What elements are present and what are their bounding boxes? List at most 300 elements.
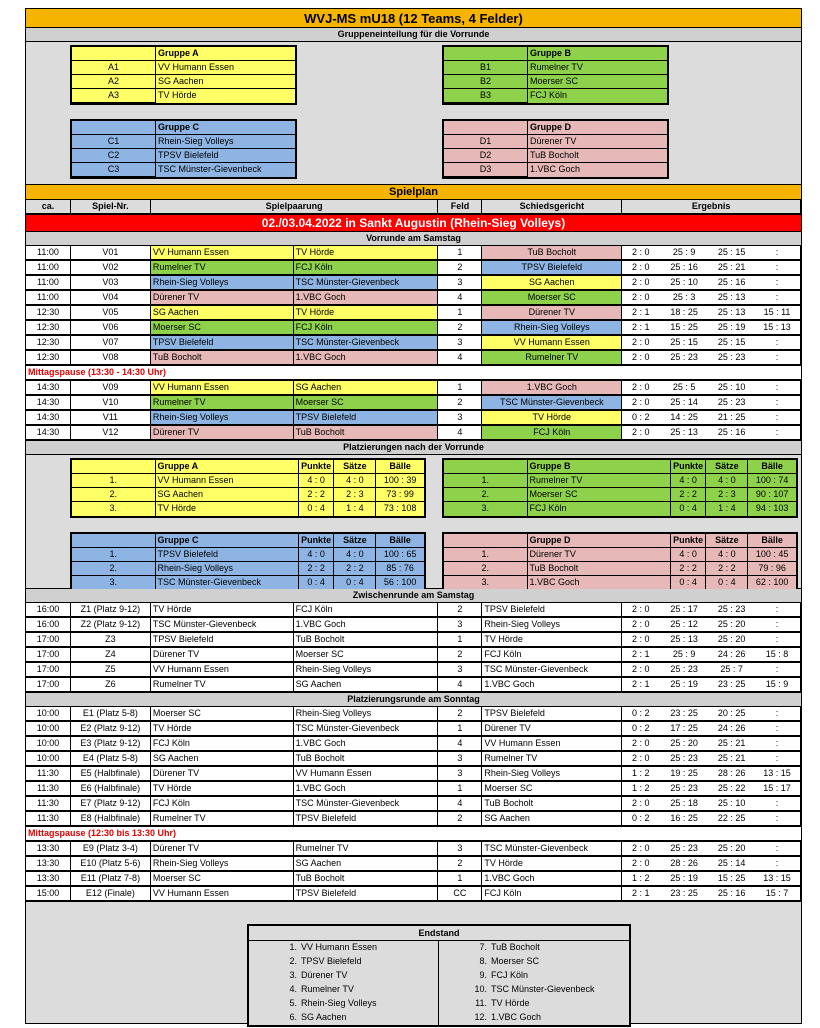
match-result: 2 : 0 bbox=[622, 857, 659, 871]
match-referee: Rumelner TV bbox=[482, 752, 622, 766]
endstand-box bbox=[247, 924, 631, 1027]
match-team-home: Rhein-Sieg Volleys bbox=[151, 411, 294, 425]
column-header-3: Feld bbox=[438, 200, 482, 214]
endstand-rank: 5. bbox=[249, 997, 299, 1011]
match-time: 11:30 bbox=[26, 812, 71, 826]
match-set1: 25 : 16 bbox=[659, 261, 709, 275]
standings-sets: 2 : 3 bbox=[706, 488, 748, 502]
group-seed: D3 bbox=[444, 163, 528, 177]
match-team-home: Rumelner TV bbox=[151, 678, 294, 692]
match-team-home: TV Hörde bbox=[151, 603, 294, 617]
match-number: V02 bbox=[71, 261, 151, 275]
match-referee: FCJ Köln bbox=[482, 648, 622, 662]
match-set3: : bbox=[754, 426, 801, 440]
match-referee: TV Hörde bbox=[482, 857, 622, 871]
match-team-away: TPSV Bielefeld bbox=[294, 812, 439, 826]
match-number: E4 (Platz 5-8) bbox=[71, 752, 151, 766]
match-row bbox=[26, 857, 801, 872]
match-time: 16:00 bbox=[26, 603, 71, 617]
match-referee: Rhein-Sieg Volleys bbox=[482, 618, 622, 632]
match-set1: 25 : 9 bbox=[659, 648, 709, 662]
match-set3: : bbox=[754, 663, 801, 677]
standings-sets: 1 : 4 bbox=[334, 502, 376, 516]
match-row bbox=[26, 351, 801, 366]
match-set1: 25 : 19 bbox=[659, 872, 709, 886]
endstand-team: Rumelner TV bbox=[299, 983, 439, 997]
standings-row bbox=[444, 576, 796, 590]
match-set2: 25 : 19 bbox=[709, 321, 754, 335]
standings-sets: 0 : 4 bbox=[706, 576, 748, 590]
match-team-away: Rhein-Sieg Volleys bbox=[294, 707, 439, 721]
endstand-rank: 12. bbox=[439, 1011, 489, 1025]
match-referee: Moerser SC bbox=[482, 291, 622, 305]
group-name: Gruppe C bbox=[156, 121, 295, 135]
endstand-rank: 3. bbox=[249, 969, 299, 983]
match-referee: TPSV Bielefeld bbox=[482, 603, 622, 617]
match-set2: 25 : 10 bbox=[709, 797, 754, 811]
match-team-home: FCJ Köln bbox=[151, 797, 294, 811]
group-team: TSC Münster-Gievenbeck bbox=[158, 164, 262, 174]
match-referee: Rhein-Sieg Volleys bbox=[482, 321, 622, 335]
match-set3: : bbox=[754, 276, 801, 290]
match-number: Z2 (Platz 9-12) bbox=[71, 618, 151, 632]
group-seed: B3 bbox=[444, 89, 528, 103]
groups-heading: Gruppeneinteilung für die Vorrunde bbox=[26, 28, 801, 42]
endstand-rank: 10. bbox=[439, 983, 489, 997]
pause-row bbox=[26, 827, 801, 842]
endstand-row bbox=[249, 941, 629, 955]
standings-rank: 1. bbox=[444, 474, 528, 488]
match-team-away: TPSV Bielefeld bbox=[294, 411, 439, 425]
group-seed: A1 bbox=[72, 61, 156, 75]
match-row bbox=[26, 737, 801, 752]
group-team: TV Hörde bbox=[158, 90, 197, 100]
standings-table-2 bbox=[70, 532, 426, 592]
match-court: 4 bbox=[438, 351, 482, 365]
match-set3: : bbox=[754, 722, 801, 736]
match-time: 13:30 bbox=[26, 842, 71, 856]
standings-sets: 4 : 0 bbox=[334, 548, 376, 562]
match-number: E10 (Platz 5-6) bbox=[71, 857, 151, 871]
match-set2: 25 : 15 bbox=[709, 336, 754, 350]
match-team-away: TSC Münster-Gievenbeck bbox=[294, 797, 439, 811]
match-result: 2 : 0 bbox=[622, 246, 659, 260]
match-number: V03 bbox=[71, 276, 151, 290]
endstand-team: TV Hörde bbox=[489, 997, 629, 1011]
match-set1: 25 : 13 bbox=[659, 633, 709, 647]
match-court: 4 bbox=[438, 678, 482, 692]
match-team-away: TSC Münster-Gievenbeck bbox=[294, 336, 439, 350]
standings-points: 0 : 4 bbox=[671, 576, 707, 590]
endstand-team: Rhein-Sieg Volleys bbox=[299, 997, 439, 1011]
match-court: 4 bbox=[438, 737, 482, 751]
match-time: 11:00 bbox=[26, 276, 71, 290]
match-set2: 25 : 13 bbox=[709, 291, 754, 305]
match-set1: 23 : 25 bbox=[659, 887, 709, 901]
match-court: 3 bbox=[438, 336, 482, 350]
match-number: V01 bbox=[71, 246, 151, 260]
match-court: 4 bbox=[438, 797, 482, 811]
group-id-spacer bbox=[72, 121, 156, 135]
match-set3: : bbox=[754, 261, 801, 275]
match-set2: 25 : 21 bbox=[709, 752, 754, 766]
match-time: 17:00 bbox=[26, 678, 71, 692]
endstand-team: Moerser SC bbox=[489, 955, 629, 969]
standings-balls: 100 : 39 bbox=[376, 474, 424, 488]
standings-balls: 100 : 45 bbox=[748, 548, 796, 562]
endstand-row bbox=[249, 955, 629, 969]
match-set1: 25 : 9 bbox=[659, 246, 709, 260]
match-row bbox=[26, 321, 801, 336]
match-referee: SG Aachen bbox=[482, 812, 622, 826]
match-team-home: TV Hörde bbox=[151, 782, 294, 796]
match-number: V05 bbox=[71, 306, 151, 320]
match-set3: : bbox=[754, 633, 801, 647]
match-set2: 23 : 25 bbox=[709, 678, 754, 692]
match-set3: : bbox=[754, 752, 801, 766]
endstand-row bbox=[249, 997, 629, 1011]
match-set2: 15 : 25 bbox=[709, 872, 754, 886]
match-team-home: VV Humann Essen bbox=[151, 246, 294, 260]
match-result: 2 : 1 bbox=[622, 648, 659, 662]
schedule-sheet bbox=[25, 8, 802, 1024]
standings-rank: 2. bbox=[444, 488, 528, 502]
match-team-home: Dürener TV bbox=[151, 426, 294, 440]
match-set2: 20 : 25 bbox=[709, 707, 754, 721]
endstand-team: TPSV Bielefeld bbox=[299, 955, 439, 969]
match-set3: 15 : 13 bbox=[754, 321, 801, 335]
standings-rank: 2. bbox=[444, 562, 528, 576]
match-team-home: VV Humann Essen bbox=[151, 663, 294, 677]
match-referee: Rumelner TV bbox=[482, 351, 622, 365]
match-court: 3 bbox=[438, 663, 482, 677]
match-number: V04 bbox=[71, 291, 151, 305]
pause-label: Mittagspause (13:30 - 14:30 Uhr) bbox=[26, 366, 801, 380]
match-team-away: TuB Bocholt bbox=[294, 633, 439, 647]
standings-rank: 3. bbox=[72, 502, 156, 516]
group-team: FCJ Köln bbox=[530, 90, 568, 100]
standings-row bbox=[72, 488, 424, 502]
match-set3: : bbox=[754, 737, 801, 751]
match-team-home: SG Aachen bbox=[151, 752, 294, 766]
match-team-away: TV Hörde bbox=[294, 246, 439, 260]
match-row bbox=[26, 782, 801, 797]
match-result: 2 : 0 bbox=[622, 842, 659, 856]
date-banner: 02./03.04.2022 in Sankt Augustin (Rhein-Sieg Volleys) bbox=[26, 215, 801, 232]
match-set3: 13 : 15 bbox=[754, 767, 801, 781]
match-set1: 25 : 12 bbox=[659, 618, 709, 632]
match-number: Z4 bbox=[71, 648, 151, 662]
match-number: E6 (Halbfinale) bbox=[71, 782, 151, 796]
match-result: 2 : 1 bbox=[622, 321, 659, 335]
standings-points: 0 : 4 bbox=[671, 502, 707, 516]
match-result: 2 : 0 bbox=[622, 737, 659, 751]
match-row bbox=[26, 336, 801, 351]
match-team-away: Moerser SC bbox=[294, 396, 439, 410]
match-team-home: Dürener TV bbox=[151, 767, 294, 781]
standings-col-header: Punkte bbox=[671, 534, 707, 548]
group-entry bbox=[444, 135, 667, 149]
match-row bbox=[26, 722, 801, 737]
match-number: V11 bbox=[71, 411, 151, 425]
match-set1: 25 : 15 bbox=[659, 336, 709, 350]
match-set3: 15 : 11 bbox=[754, 306, 801, 320]
match-number: Z6 bbox=[71, 678, 151, 692]
match-referee: Rhein-Sieg Volleys bbox=[482, 767, 622, 781]
match-court: 1 bbox=[438, 633, 482, 647]
match-time: 11:30 bbox=[26, 797, 71, 811]
standings-col-header: Sätze bbox=[706, 534, 748, 548]
match-number: V08 bbox=[71, 351, 151, 365]
match-number: E5 (Halbfinale) bbox=[71, 767, 151, 781]
standings-group-name: Gruppe A bbox=[156, 460, 299, 474]
match-team-away: TSC Münster-Gievenbeck bbox=[294, 276, 439, 290]
match-number: E12 (Finale) bbox=[71, 887, 151, 901]
match-row bbox=[26, 603, 801, 618]
match-set2: 25 : 16 bbox=[709, 887, 754, 901]
match-set1: 25 : 17 bbox=[659, 603, 709, 617]
standings-balls: 100 : 65 bbox=[376, 548, 424, 562]
match-team-home: VV Humann Essen bbox=[151, 887, 294, 901]
match-result: 0 : 2 bbox=[622, 812, 659, 826]
endstand-rank: 8. bbox=[439, 955, 489, 969]
group-box-1 bbox=[442, 45, 669, 105]
match-referee: 1.VBC Goch bbox=[482, 872, 622, 886]
standings-team: TSC Münster-Gievenbeck bbox=[156, 576, 299, 590]
standings-table-1 bbox=[442, 458, 798, 518]
standings-rank: 3. bbox=[444, 502, 528, 516]
match-set3: : bbox=[754, 336, 801, 350]
match-set1: 28 : 26 bbox=[659, 857, 709, 871]
match-row bbox=[26, 426, 801, 441]
match-time: 10:00 bbox=[26, 752, 71, 766]
match-court: 1 bbox=[438, 872, 482, 886]
match-set2: 25 : 10 bbox=[709, 381, 754, 395]
match-row bbox=[26, 618, 801, 633]
match-referee: TuB Bocholt bbox=[482, 797, 622, 811]
standings-team: SG Aachen bbox=[156, 488, 299, 502]
standings-rank-spacer bbox=[444, 460, 528, 474]
group-entry bbox=[72, 75, 295, 89]
standings-balls: 73 : 99 bbox=[376, 488, 424, 502]
match-referee: VV Humann Essen bbox=[482, 336, 622, 350]
match-result: 0 : 2 bbox=[622, 411, 659, 425]
group-entry bbox=[444, 163, 667, 177]
match-set1: 25 : 23 bbox=[659, 842, 709, 856]
match-team-home: Dürener TV bbox=[151, 291, 294, 305]
group-team: Rhein-Sieg Volleys bbox=[156, 135, 295, 149]
standings-rank: 1. bbox=[72, 548, 156, 562]
match-team-home: Rumelner TV bbox=[151, 396, 294, 410]
match-row bbox=[26, 707, 801, 722]
endstand-team: FCJ Köln bbox=[489, 969, 629, 983]
match-team-away: TPSV Bielefeld bbox=[294, 887, 439, 901]
match-court: 3 bbox=[438, 752, 482, 766]
match-court: 3 bbox=[438, 411, 482, 425]
match-team-away: FCJ Köln bbox=[294, 603, 439, 617]
standings-sets: 4 : 0 bbox=[706, 474, 748, 488]
column-header-0: ca. bbox=[26, 200, 71, 214]
standings-row bbox=[72, 562, 424, 576]
match-number: E2 (Platz 9-12) bbox=[71, 722, 151, 736]
match-time: 13:30 bbox=[26, 872, 71, 886]
standings-col-header: Bälle bbox=[376, 534, 424, 548]
standings-team: TPSV Bielefeld bbox=[156, 548, 299, 562]
match-time: 17:00 bbox=[26, 648, 71, 662]
match-set3: : bbox=[754, 603, 801, 617]
match-result: 1 : 2 bbox=[622, 872, 659, 886]
match-court: 1 bbox=[438, 306, 482, 320]
match-team-away: TuB Bocholt bbox=[294, 752, 439, 766]
match-referee: TSC Münster-Gievenbeck bbox=[482, 842, 622, 856]
standings-sets: 2 : 2 bbox=[334, 562, 376, 576]
match-team-home: SG Aachen bbox=[151, 306, 294, 320]
standings-rank: 3. bbox=[444, 576, 528, 590]
match-set2: 25 : 23 bbox=[709, 351, 754, 365]
match-team-away: Rhein-Sieg Volleys bbox=[294, 663, 439, 677]
group-entry bbox=[444, 149, 667, 163]
match-row bbox=[26, 396, 801, 411]
match-set2: 25 : 16 bbox=[709, 276, 754, 290]
endstand-row bbox=[249, 1011, 629, 1025]
endstand-team: SG Aachen bbox=[299, 1011, 439, 1025]
match-number: V09 bbox=[71, 381, 151, 395]
match-referee: 1.VBC Goch bbox=[482, 678, 622, 692]
group-header-row bbox=[72, 121, 295, 135]
match-set2: 21 : 25 bbox=[709, 411, 754, 425]
group-box-2 bbox=[70, 119, 297, 179]
match-row bbox=[26, 246, 801, 261]
standings-points: 4 : 0 bbox=[299, 474, 335, 488]
group-name: Gruppe D bbox=[528, 121, 667, 135]
standings-col-header: Bälle bbox=[376, 460, 424, 474]
match-court: 1 bbox=[438, 722, 482, 736]
endstand-team: 1.VBC Goch bbox=[489, 1011, 629, 1025]
match-court: 2 bbox=[438, 707, 482, 721]
match-result: 2 : 1 bbox=[622, 887, 659, 901]
standings-rank: 3. bbox=[72, 576, 156, 590]
column-header-5: Ergebnis bbox=[622, 200, 801, 214]
match-court: 1 bbox=[438, 381, 482, 395]
column-header-4: Schiedsgericht bbox=[482, 200, 622, 214]
match-result: 2 : 0 bbox=[622, 752, 659, 766]
standings-rank: 2. bbox=[72, 562, 156, 576]
match-team-home: Rhein-Sieg Volleys bbox=[151, 857, 294, 871]
group-name: Gruppe B bbox=[528, 47, 667, 61]
standings-rank-spacer bbox=[72, 534, 156, 548]
match-referee: Dürener TV bbox=[482, 722, 622, 736]
match-result: 2 : 0 bbox=[622, 261, 659, 275]
match-number: E1 (Platz 5-8) bbox=[71, 707, 151, 721]
match-set1: 25 : 19 bbox=[659, 678, 709, 692]
standings-row bbox=[444, 488, 796, 502]
group-entry bbox=[72, 149, 295, 163]
match-set2: 25 : 20 bbox=[709, 633, 754, 647]
standings-group-name: Gruppe D bbox=[528, 534, 671, 548]
match-row bbox=[26, 812, 801, 827]
match-number: Z1 (Platz 9-12) bbox=[71, 603, 151, 617]
match-set2: 25 : 20 bbox=[709, 842, 754, 856]
match-court: 2 bbox=[438, 396, 482, 410]
match-row bbox=[26, 752, 801, 767]
match-set1: 17 : 25 bbox=[659, 722, 709, 736]
match-row bbox=[26, 678, 801, 693]
endstand-rank: 9. bbox=[439, 969, 489, 983]
group-name: Gruppe A bbox=[156, 47, 295, 61]
match-referee: VV Humann Essen bbox=[482, 737, 622, 751]
match-time: 13:30 bbox=[26, 857, 71, 871]
standings-col-header: Punkte bbox=[299, 534, 335, 548]
group-box-3 bbox=[442, 119, 669, 179]
match-set3: 15 : 9 bbox=[754, 678, 801, 692]
match-referee: TPSV Bielefeld bbox=[482, 707, 622, 721]
group-team: 1.VBC Goch bbox=[530, 164, 581, 174]
endstand-row bbox=[249, 983, 629, 997]
section-heading: Platzierungen nach der Vorrunde bbox=[26, 441, 801, 455]
standings-sets: 1 : 4 bbox=[706, 502, 748, 516]
match-time: 12:30 bbox=[26, 306, 71, 320]
match-court: 3 bbox=[438, 842, 482, 856]
match-set3: : bbox=[754, 812, 801, 826]
endstand-heading: Endstand bbox=[249, 926, 629, 941]
match-number: Z3 bbox=[71, 633, 151, 647]
match-result: 2 : 0 bbox=[622, 426, 659, 440]
group-entry bbox=[444, 89, 667, 103]
match-result: 2 : 0 bbox=[622, 351, 659, 365]
match-team-home: TuB Bocholt bbox=[151, 351, 294, 365]
standings-points: 0 : 4 bbox=[299, 502, 335, 516]
match-set3: : bbox=[754, 246, 801, 260]
match-team-away: 1.VBC Goch bbox=[294, 351, 439, 365]
standings-balls: 85 : 76 bbox=[376, 562, 424, 576]
match-referee: Dürener TV bbox=[482, 306, 622, 320]
match-court: 1 bbox=[438, 782, 482, 796]
match-row bbox=[26, 276, 801, 291]
standings-points: 2 : 2 bbox=[671, 488, 707, 502]
match-referee: TPSV Bielefeld bbox=[482, 261, 622, 275]
match-team-home: TV Hörde bbox=[151, 722, 294, 736]
standings-rank: 1. bbox=[444, 548, 528, 562]
column-header-2: Spielpaarung bbox=[151, 200, 439, 214]
group-seed: A3 bbox=[72, 89, 156, 103]
match-time: 17:00 bbox=[26, 663, 71, 677]
match-team-home: Moerser SC bbox=[151, 707, 294, 721]
endstand-rank: 1. bbox=[249, 941, 299, 955]
match-court: 2 bbox=[438, 812, 482, 826]
match-result: 0 : 2 bbox=[622, 722, 659, 736]
pause-row bbox=[26, 366, 801, 381]
standings-row bbox=[72, 576, 424, 590]
match-result: 2 : 1 bbox=[622, 678, 659, 692]
match-team-away: Rumelner TV bbox=[294, 842, 439, 856]
standings-header-row bbox=[444, 534, 796, 548]
standings-team: Moerser SC bbox=[528, 488, 671, 502]
endstand-rank: 2. bbox=[249, 955, 299, 969]
match-time: 12:30 bbox=[26, 336, 71, 350]
match-team-away: TV Hörde bbox=[294, 306, 439, 320]
standings-sets: 0 : 4 bbox=[334, 576, 376, 590]
match-set2: 25 : 16 bbox=[709, 426, 754, 440]
group-team: Dürener TV bbox=[528, 135, 667, 149]
group-seed: D2 bbox=[444, 149, 528, 163]
standings-team: Rumelner TV bbox=[528, 474, 671, 488]
standings-sets: 2 : 3 bbox=[334, 488, 376, 502]
match-result: 2 : 0 bbox=[622, 381, 659, 395]
standings-points: 2 : 2 bbox=[299, 562, 335, 576]
match-team-home: Rhein-Sieg Volleys bbox=[151, 276, 294, 290]
match-team-away: FCJ Köln bbox=[294, 261, 439, 275]
match-referee: TV Hörde bbox=[482, 411, 622, 425]
